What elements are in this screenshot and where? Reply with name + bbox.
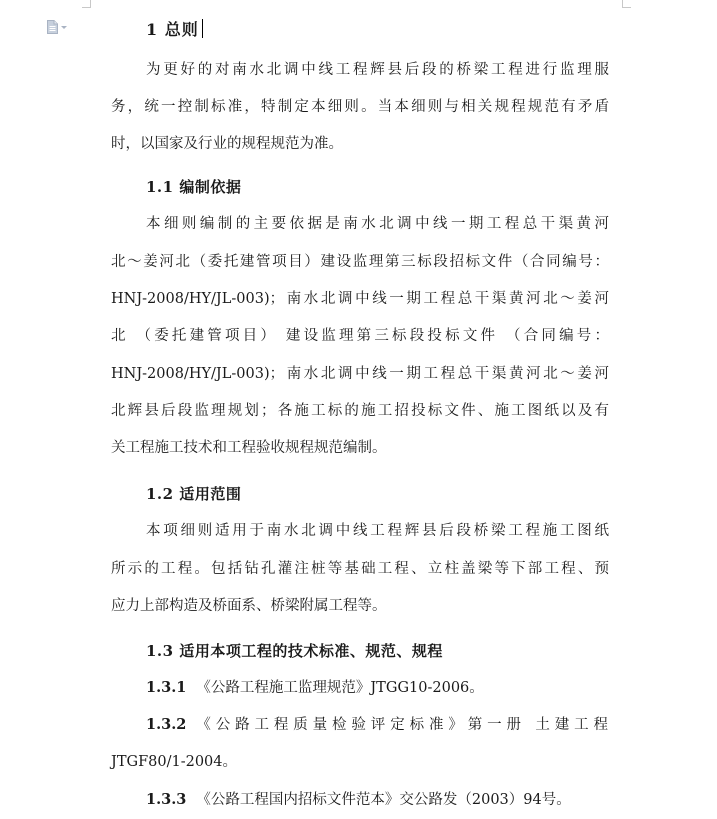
heading-section-1-3: 1.3 适用本项工程的技术标准、规范、规程 [146,642,443,660]
paragraph-line: 所示的工程。包括钻孔灌注桩等基础工程、立柱盖梁等下部工程、预 [111,561,609,577]
paragraph-line: JTGF80/1-2004。 [111,754,237,770]
clause-1-3-2 [146,713,609,737]
paragraph-line: 为更好的对南水北调中线工程辉县后段的桥梁工程进行监理服 [146,62,609,78]
paragraph-line: 本细则编制的主要依据是南水北调中线一期工程总干渠黄河 [146,216,609,232]
paragraph-line: 关工程施工技术和工程验收规程规范编制。 [111,440,387,456]
clause-text: 《公路工程质量检验评定标准》第一册 土建工程 [196,717,609,733]
clause-number: 1.3.2 [146,716,187,733]
text-cursor [202,19,203,38]
clause-text: 《公路工程施工监理规范》JTGG10-2006。 [196,680,484,696]
clause-text: 《公路工程国内招标文件范本》交公路发（2003）94号。 [196,792,571,808]
paragraph-line: 本项细则适用于南水北调中线工程辉县后段桥梁工程施工图纸 [146,523,609,539]
paragraph-line: HNJ-2008/HY/JL-003)；南水北调中线一期工程总干渠黄河北～姜河 [111,291,609,307]
paragraph-line: 务，统一控制标准，特制定本细则。当本细则与相关规程规范有矛盾 [111,99,609,115]
document-icon [47,20,58,34]
heading-section-1-text: 1 总则 [146,20,199,39]
paragraph-line: 时，以国家及行业的规程规范为准。 [111,136,343,152]
document-menu[interactable] [47,20,67,34]
paragraph-line: 北 （委托建管项目） 建设监理第三标段投标文件 （合同编号： [111,328,609,344]
clause-1-3-1 [146,676,484,700]
margin-corner-mark-right [622,0,631,8]
heading-section-1 [146,17,203,43]
heading-section-1-1: 1.1 编制依据 [146,178,242,196]
margin-corner-mark-left [82,0,91,8]
paragraph-line: 北辉县后段监理规划；各施工标的施工招投标文件、施工图纸以及有 [111,403,609,419]
heading-section-1-2: 1.2 适用范围 [146,485,242,503]
paragraph-line: HNJ-2008/HY/JL-003)；南水北调中线一期工程总干渠黄河北～姜河 [111,366,609,382]
clause-number: 1.3.1 [146,679,187,696]
clause-number: 1.3.3 [146,791,187,808]
paragraph-line: 应力上部构造及桥面系、桥梁附属工程等。 [111,598,387,614]
clause-1-3-3 [146,788,571,812]
chevron-down-icon [61,26,67,29]
paragraph-line: 北～姜河北（委托建管项目）建设监理第三标段招标文件（合同编号： [111,254,609,270]
